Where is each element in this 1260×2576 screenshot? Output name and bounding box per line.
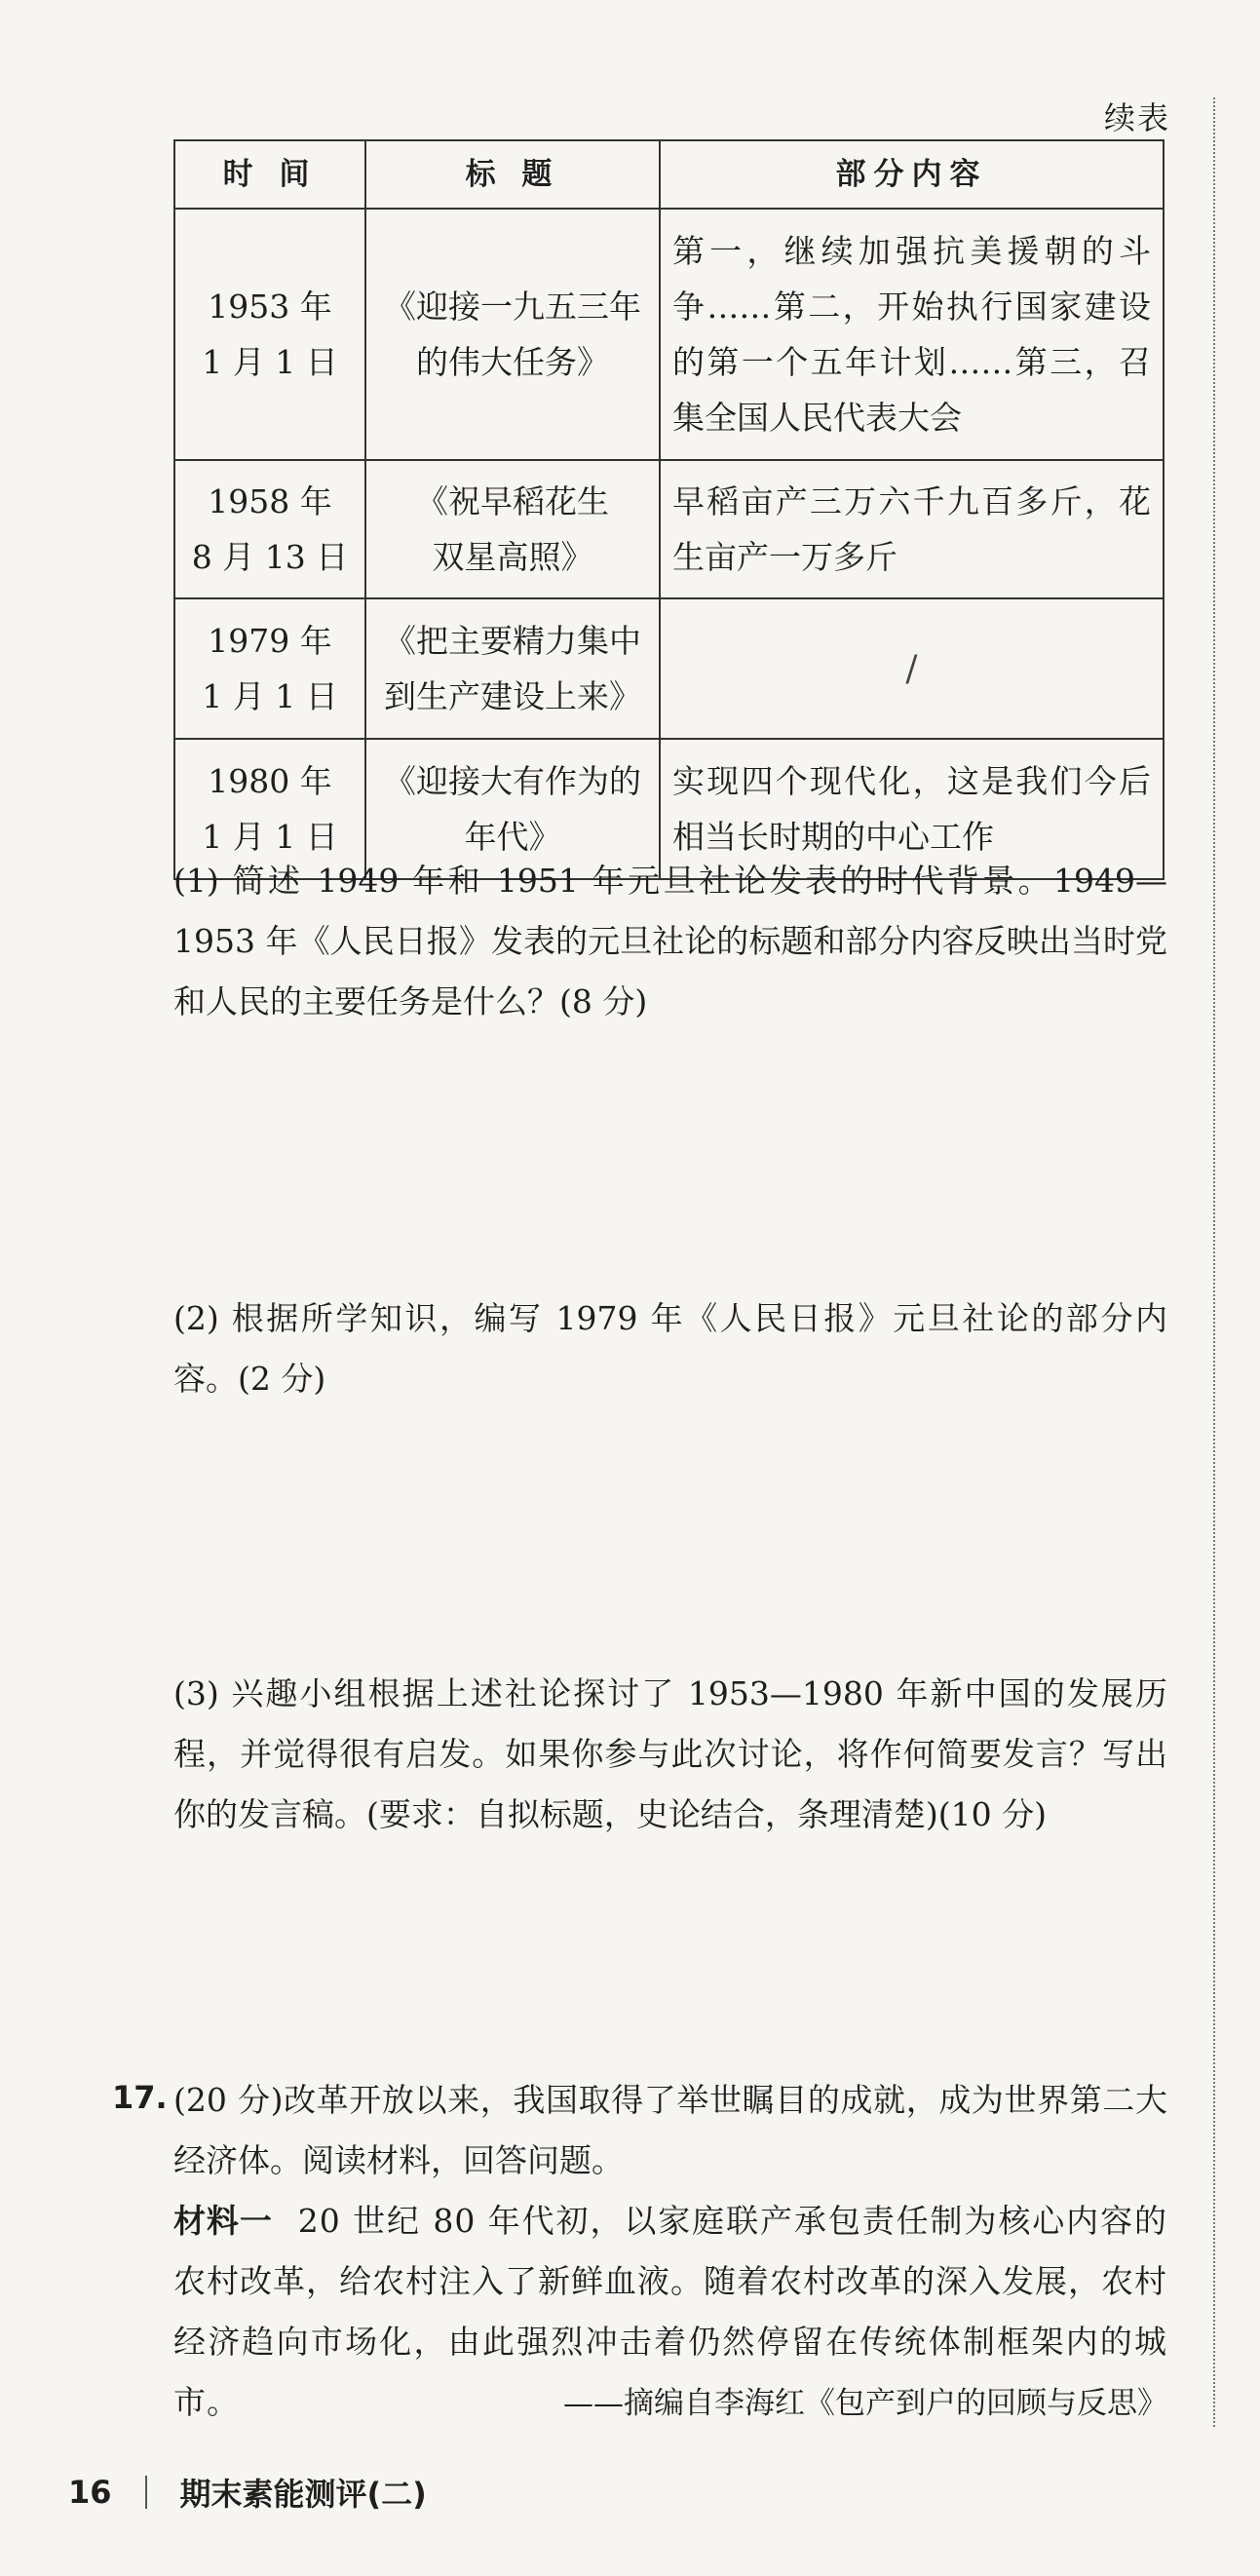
binding-dotted-line <box>1213 97 1215 2427</box>
header-content: 部分内容 <box>660 140 1164 209</box>
cell-content: 实现四个现代化，这是我们今后相当长时期的中心工作 <box>660 739 1164 879</box>
cell-content: 第一，继续加强抗美援朝的斗争……第二，开始执行国家建设的第一个五年计划……第三，召集全国人民代表大会 <box>660 209 1164 460</box>
table-row <box>174 598 1164 739</box>
cell-date: 1958 年 8 月 13 日 <box>174 460 365 598</box>
section-title: 期末素能测评(二) <box>179 2476 427 2513</box>
header-title: 标 题 <box>365 140 660 209</box>
cell-date: 1980 年 1 月 1 日 <box>174 739 365 879</box>
cell-content-blank: / <box>660 598 1164 739</box>
question-17-intro: (20 分)改革开放以来，我国取得了举世瞩目的成就，成为世界第二大经济体。阅读材料，回答问题。 <box>173 2081 1167 2179</box>
header-time: 时 间 <box>174 140 365 209</box>
cell-date: 1953 年 1 月 1 日 <box>174 209 365 460</box>
material-text: 20 世纪 80 年代初，以家庭联产承包责任制为核心内容的农村改革，给农村注入了新鲜血液。随着农村改革的深入发展，农村经济趋向市场化，由此强烈冲击着仍然停留在传统体制框架内的城市。 <box>173 2202 1168 2421</box>
cell-title: 《祝早稻花生 双星高照》 <box>365 460 660 598</box>
cell-title: 《迎接一九五三年 的伟大任务》 <box>365 209 660 460</box>
material-source: ——摘编自李海红《包产到户的回顾与反思》 <box>563 2386 1167 2421</box>
question-17-number: 17. <box>112 2079 168 2116</box>
page-footer <box>68 2470 427 2515</box>
table-row <box>174 460 1164 598</box>
material-label: 材料一 <box>173 2202 273 2240</box>
question-3: (3) 兴趣小组根据上述社论探讨了 1953—1980 年新中国的发展历程，并觉得很有启发。如果你参与此次讨论，将作何简要发言？写出你的发言稿。(要求：自拟标题，史论结合，条理清楚)(10 分) <box>173 1674 1167 1833</box>
footer-divider <box>145 2476 147 2509</box>
question-2: (2) 根据所学知识，编写 1979 年《人民日报》元旦社论的部分内容。(2 分) <box>173 1299 1167 1398</box>
cell-title: 《把主要精力集中 到生产建设上来》 <box>365 598 660 739</box>
cell-content: 早稻亩产三万六千九百多斤，花生亩产一万多斤 <box>660 460 1164 598</box>
table-header-row <box>174 140 1164 209</box>
table-row <box>174 209 1164 460</box>
editorial-table <box>173 139 1165 880</box>
cell-date: 1979 年 1 月 1 日 <box>174 598 365 739</box>
question-1: (1) 简述 1949 年和 1951 年元旦社论发表的时代背景。1949—1953 年《人民日报》发表的元旦社论的标题和部分内容反映出当时党和人民的主要任务是什么？(8 分) <box>173 862 1167 1020</box>
table-continued-label: 续表 <box>1103 99 1170 136</box>
page-number: 16 <box>68 2474 112 2511</box>
cell-title: 《迎接大有作为的 年代》 <box>365 739 660 879</box>
